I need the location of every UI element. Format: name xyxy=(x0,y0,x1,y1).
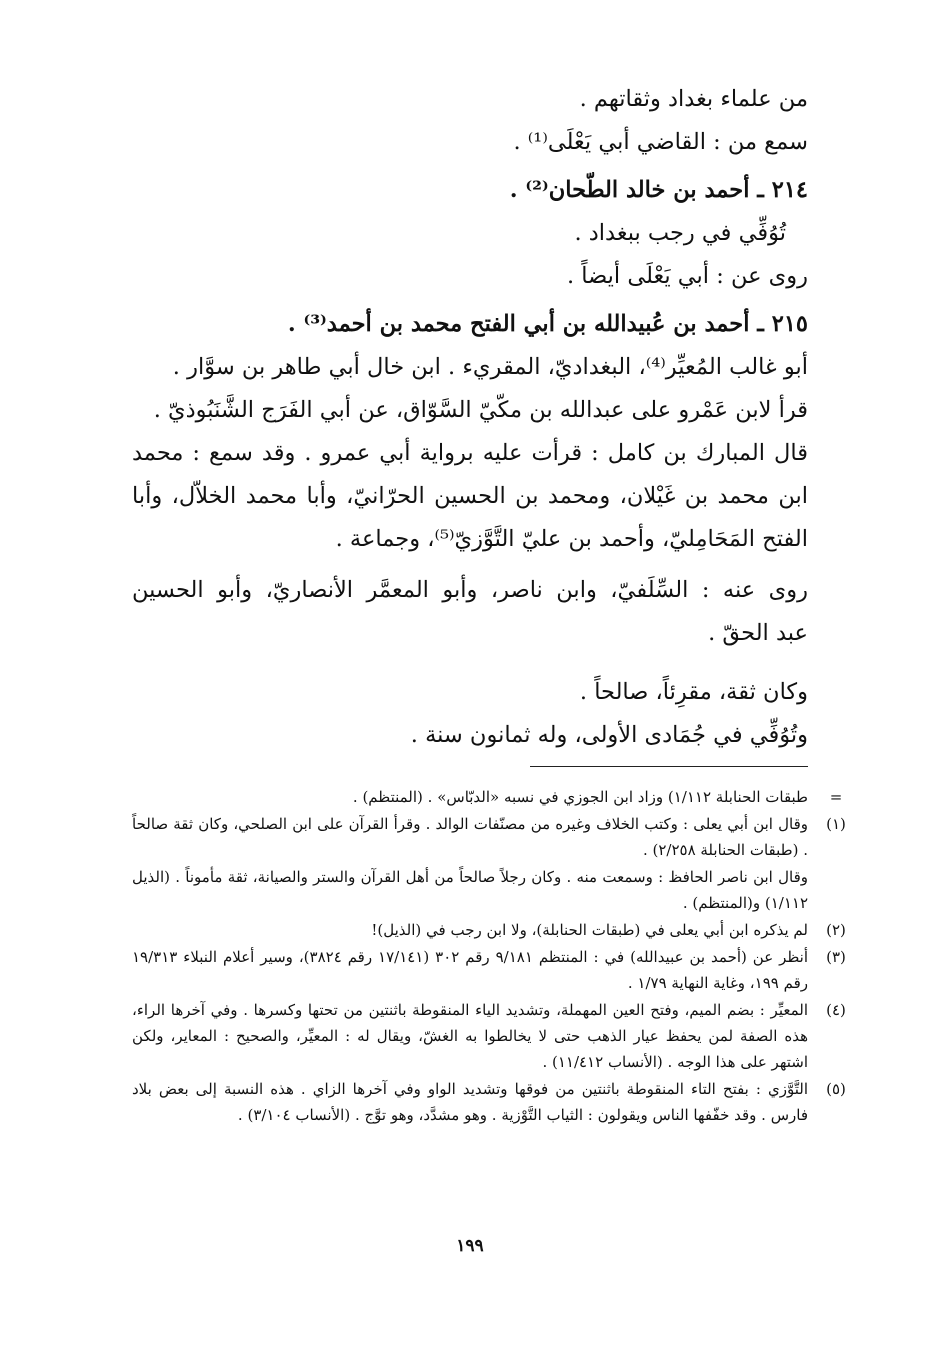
text-line: قال المبارك بن كامل : قرأت عليه برواية أبي عمرو . وقد سمع : محمد xyxy=(132,440,808,466)
text-line: تُوُفِّي في رجب ببغداد . xyxy=(574,220,786,246)
main-text xyxy=(132,78,808,757)
footnote xyxy=(132,864,808,916)
text-line: قرأ لابن عَمْرو على عبدالله بن مكّيّ السَّوّاق، عن أبي الفَرَج الشَّنَبُوذيّ . xyxy=(153,397,808,423)
text-line: الفتح المَحَامِليّ، وأحمد بن عليّ التَّوَّزيّ⁽⁵⁾، وجماعة . xyxy=(335,526,808,552)
footnote-number: (٥) xyxy=(826,1080,846,1098)
text-line: عبد الحقّ . xyxy=(708,620,808,646)
entry-heading-214: ٢١٤ ـ أحمد بن خالد الطّحان⁽²⁾ . xyxy=(509,177,808,203)
text-line: روى عن : أبي يَعْلَى أيضاً . xyxy=(566,263,808,289)
footnote-number: (٣) xyxy=(826,948,846,966)
footnote-text: المعيِّر : بضم الميم، وفتح العين المهملة، وتشديد الياء المنقوطة باثنتين من تحتها وكسرها . وفي آخرها الراء، هذه الصفة لمن يحفظ عيار الذهب حتى لا يخالطوا به الغشّ، ويقال له : المعيِّر، والصحيح : المعاير، ولكن اشتهر على هذا الوجه . (الأنساب ١١/٤١٢) . xyxy=(132,1001,808,1071)
text-line: سمع من : القاضي أبي يَعْلَى⁽¹⁾ . xyxy=(513,129,808,155)
footnote xyxy=(132,997,846,1075)
text-line: وتُوُفِّي في جُمَادى الأولى، وله ثمانون سنة . xyxy=(410,722,808,748)
text-line: وكان ثقة، مقرِئاً، صالحاً . xyxy=(579,679,808,705)
footnote xyxy=(132,944,846,996)
text-line: ابن محمد بن غَيْلان، ومحمد بن الحسين الحرّانيّ، وأبا محمد الخلاّل، وأبا xyxy=(132,483,808,509)
footnote xyxy=(132,1076,846,1128)
footnote-number: (٢) xyxy=(826,921,846,939)
text-line: روى عنه : السِّلَفيّ، وابن ناصر، وأبو المعمَّر الأنصاريّ، وأبو الحسين xyxy=(132,577,808,603)
footnote-separator xyxy=(530,766,808,767)
text-line: أبو غالب المُعيِّر⁽⁴⁾، البغداديّ، المقريء . ابن خال أبي طاهر بن سوَّار . xyxy=(172,354,808,380)
footnotes xyxy=(132,784,846,1129)
page-number: ١٩٩ xyxy=(456,1236,484,1256)
footnote-text: لم يذكره ابن أبي يعلى في (طبقات الحنابلة)، ولا ابن رجب في (الذيل)! xyxy=(371,921,808,939)
footnote-number: (١) xyxy=(826,815,846,833)
footnote-text: وقال ابن ناصر الحافظ : وسمعت منه . وكان رجلاً صالحاً من أهل القرآن والستر والصيانة، ثقة مأموناً . (الذيل ١/١١٢) و(المنتظم) . xyxy=(132,868,808,912)
footnote-number: = xyxy=(829,788,843,806)
footnote-text: وقال ابن أبي يعلى : وكتب الخلاف وغيره من مصنّفات الوالد . وقرأ القرآن على ابن الصلحي، وكان ثقة صالحاً . (طبقات الحنابلة ٢/٢٥٨) . xyxy=(132,815,808,859)
footnote-text: التَّوَّزي : بفتح التاء المنقوطة باثنتين من فوقها وتشديد الواو وفي آخرها الزاي . هذه النسبة إلى بعض بلاد فارس . وقد خفّفها الناس ويقولون : الثياب التَّوْزية . وهو مشدَّد، وهو توَّج . (الأنساب ٣/١٠٤) . xyxy=(132,1080,808,1124)
footnote xyxy=(132,784,843,810)
footnote-text: طبقات الحنابلة ١/١١٢) وزاد ابن الجوزي في نسبه «الدبّاس» . (المنتظم) . xyxy=(352,788,808,806)
footnote xyxy=(132,917,846,943)
text-line: من علماء بغداد وثقاتهم . xyxy=(579,86,808,112)
footnote-text: أنظر عن (أحمد بن عبيدالله) في : المنتظم ٩/١٨١ رقم ٣٠٢ (١٧/١٤١ رقم ٣٨٢٤)، وسير أعلام النبلاء ١٩/٣١٣ رقم ١٩٩، وغاية النهاية ١/٧٩ . xyxy=(132,948,809,992)
footnote xyxy=(132,811,846,863)
entry-heading-215: ٢١٥ ـ أحمد بن عُبيدالله بن أبي الفتح محمد بن أحمد⁽³⁾ . xyxy=(287,311,808,337)
footnote-number: (٤) xyxy=(826,1001,846,1019)
